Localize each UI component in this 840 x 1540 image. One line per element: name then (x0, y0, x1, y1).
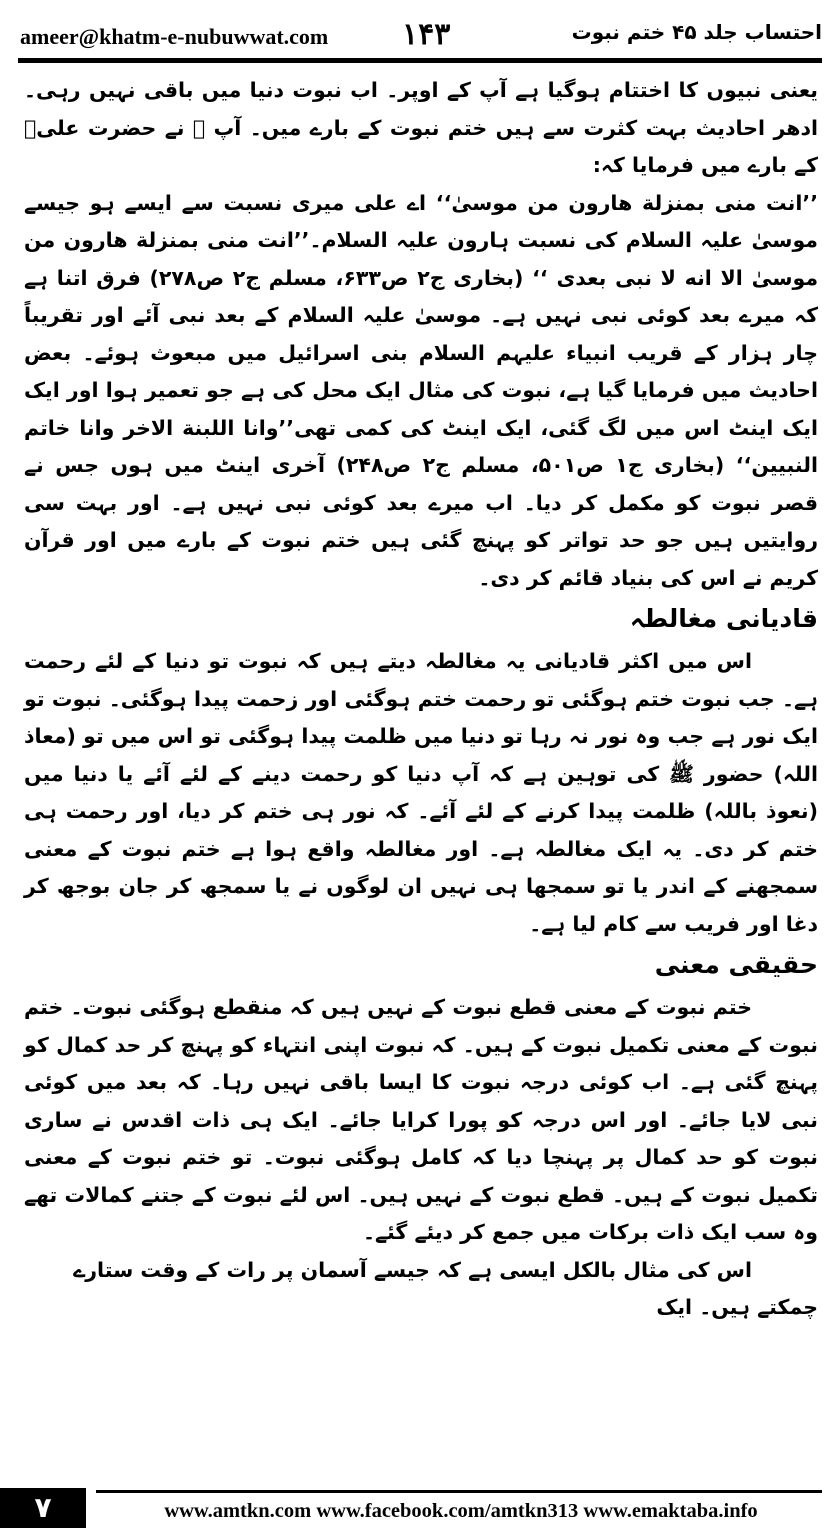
section-heading-qadiani-fallacy: قادیانی مغالطہ (629, 604, 818, 633)
arabic-hadith-quote-3: وانا اللبنة الاخر وانا خاتم النبیین (24, 415, 818, 477)
paragraph-intro-text: یعنی نبیوں کا اختتام ہوگیا ہے آپ کے اوپر۔ اب نبوت دنیا میں باقی نہیں رہی۔ ادھر احادیث بہت کثرت سے ہیں ختم نبوت کے بارے میں۔ آپ ﷺ نے حضرت علیؓ کے بارے میں فرمایا کہ: (24, 78, 818, 177)
page-footer (0, 1486, 840, 1540)
footer-links: www.amtkn.com www.facebook.com/amtkn313 www.emaktaba.info (164, 1500, 758, 1522)
footer-number: ۷ (34, 1491, 52, 1524)
paragraph-qadiani-fallacy: اس میں اکثر قادیانی یہ مغالطہ دیتے ہیں کہ نبوت تو دنیا کے لئے رحمت ہے۔ جب نبوت ختم ہوگئی تو رحمت ختم ہوگئی اور زحمت پیدا ہوگئی۔ نبوت تو ایک نور ہے جب وہ نور نہ رہا تو دنیا میں ظلمت پیدا ہوگئی تو اس میں تو (معاذ اللہ) حضور ﷺ کی توہین ہے کہ آپ دنیا کو رحمت دینے کے لئے آئے یا دنیا میں (نعوذ باللہ) ظلمت پیدا کرنے کے لئے آئے۔ کہ نور ہی ختم کر دیا، اور رحمت ہی ختم کر دی۔ یہ ایک مغالطہ ہے۔ اور مغالطہ واقع ہوا ہے ختم نبوت کے معنی سمجھنے کے اندر یا تو سمجھا ہی نہیں ان لوگوں نے یا سمجھ کر جان بوجھ کر دغا اور فریب سے کام لیا ہے۔ (24, 649, 818, 936)
quote-1-translation: اے علی میری نسبت سے ایسے ہو جیسے موسیٰ علیہ السلام کی نسبت ہارون علیہ السلام۔ (24, 190, 819, 252)
header-email: ameer@khatm-e-nubuwwat.com (20, 24, 329, 49)
header-page-number: ۱۴۳ (402, 17, 451, 52)
paragraph-example: اس کی مثال بالکل ایسی ہے کہ جیسے آسمان پر رات کے وقت ستارے چمکتے ہیں۔ ایک (73, 1257, 818, 1319)
arabic-hadith-quote-2: انت منی بمنزلة هارون من موسیٰ الا انه لا نبی بعدی (24, 228, 819, 290)
paragraph-true-meaning: ختم نبوت کے معنی قطع نبوت کے نہیں ہیں کہ منقطع ہوگئی نبوت۔ ختم نبوت کے معنی تکمیل نبوت کے ہیں۔ کہ نبوت اپنی انتہاء کو پہنچ کر حد کمال کو پہنچ گئی ہے۔ اب کوئی درجہ نبوت کا ایسا باقی نہیں رہا۔ کہ بعد میں کوئی نبی لایا جائے۔ اور اس درجہ کو پورا کرایا جائے۔ ایک ہی ذات اقدس نے ساری نبوت کو حد کمال پر پہنچا دیا کہ کامل ہوگئی نبوت۔ تو ختم نبوت کے معنی تکمیل نبوت کے ہیں۔ قطع نبوت کے نہیں ہیں۔ اس لئے نبوت کے جتنے کمالات تھے وہ سب ایک ذات برکات میں جمع کر دیئے گئے۔ (24, 995, 818, 1244)
header-rule (18, 58, 822, 63)
page-header (20, 14, 822, 54)
section-heading-true-meaning: حقیقی معنی (654, 950, 818, 979)
page-body (24, 72, 818, 1327)
paragraph-continuation-text: (بخاری ج۱ ص۵۰۱، مسلم ج۲ ص۲۴۸) آخری اینٹ میں ہوں جس نے قصر نبوت کو مکمل کر دیا۔ اب میرے بعد کوئی نبی نہیں ہے۔ اور بہت سی روایتیں ہیں جو حد تواتر کو پہنچ گئی ہیں ختم نبوت کے بارے میں اور قرآن کریم نے اس کی بنیاد قائم کر دی۔ (24, 453, 818, 590)
footer-rule (96, 1490, 822, 1493)
paragraph-reference-text: (بخاری ج۲ ص۶۳۳، مسلم ج۲ ص۲۷۸) فرق اتنا ہے کہ میرے بعد کوئی نبی نہیں ہے۔ موسیٰ علیہ السلام کے بعد نبی آئے اور تقریباً چار ہزار کے قریب انبیاء علیہم السلام بنی اسرائیل میں مبعوث ہوئے۔ بعض احادیث میں فرمایا گیا ہے، نبوت کی مثال ایک محل کی ہے جو تعمیر ہوا اور ایک ایک اینٹ اس میں لگ گئی، ایک اینٹ کی کمی تھی (24, 265, 818, 440)
header-book-title: احتساب جلد ۴۵ ختم نبوت (571, 20, 822, 44)
arabic-hadith-quote-1: انت منی بمنزلة هارون من موسیٰ (451, 190, 803, 215)
paragraph-intro: یعنی نبیوں کا اختتام ہوگیا ہے آپ کے اوپر۔ اب نبوت دنیا میں باقی نہیں رہی۔ ادھر احادیث بہت کثرت سے ہیں ختم نبوت کے بارے میں۔ آپ ﷺ نے حضرت علیؓ کے بارے میں فرمایا کہ: ’’انت منی بمنزلة هارون من موسیٰ‘‘ اے علی میری نسبت سے ایسے ہو جیسے موسیٰ علیہ السلام کی نسبت ہارون علیہ السلام۔’’انت منی بمنزلة هارون من موسیٰ الا انه لا نبی بعدی ‘‘ (بخاری ج۲ ص۶۳۳، مسلم ج۲ ص۲۷۸) فرق اتنا ہے کہ میرے بعد کوئی نبی نہیں ہے۔ موسیٰ علیہ السلام کے بعد نبی آئے اور تقریباً چار ہزار کے قریب انبیاء علیہم السلام بنی اسرائیل میں مبعوث ہوئے۔ بعض احادیث میں فرمایا گیا ہے، نبوت کی مثال ایک محل کی ہے جو تعمیر ہوا اور ایک ایک اینٹ اس میں لگ گئی، ایک اینٹ کی کمی تھی’’وانا اللبنة الاخر وانا خاتم النبیین‘‘ (بخاری ج۱ ص۵۰۱، مسلم ج۲ ص۲۴۸) آخری اینٹ میں ہوں جس نے قصر نبوت کو مکمل کر دیا۔ اب میرے بعد کوئی نبی نہیں ہے۔ اور بہت سی روایتیں ہیں جو حد تواتر کو پہنچ گئی ہیں ختم نبوت کے بارے میں اور قرآن کریم نے اس کی بنیاد قائم کر دی۔ (24, 78, 819, 590)
